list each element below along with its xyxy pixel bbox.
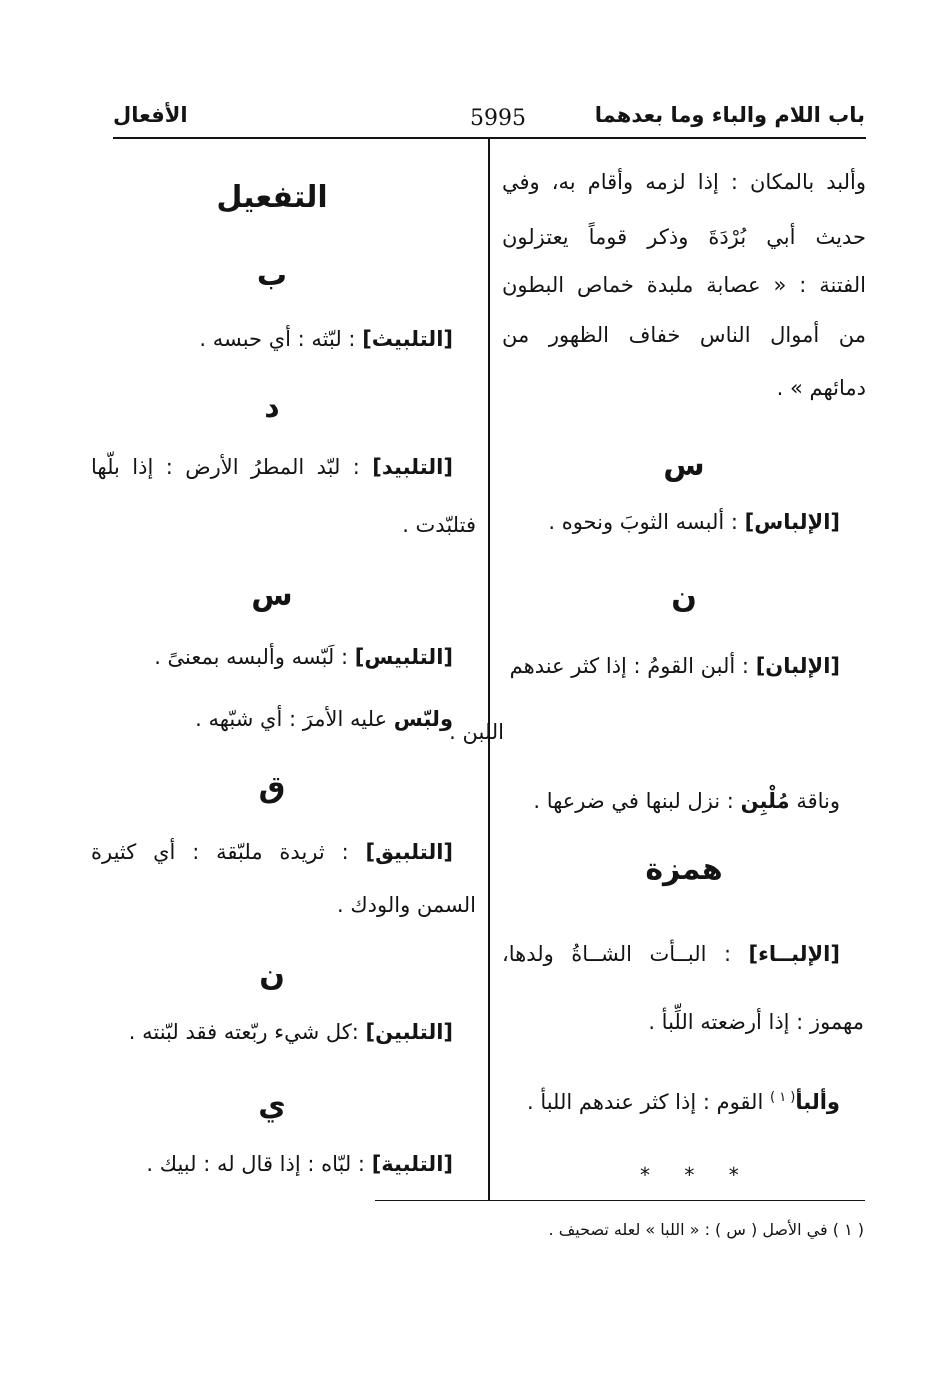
entry-term: [التلبيد] <box>372 455 453 479</box>
entry-talbid <box>91 455 453 479</box>
entry-definition: : نزل لبنها في ضرعها . <box>533 789 734 813</box>
entry-continuation: اللبن . <box>449 720 504 744</box>
entry-talbiya <box>146 1152 453 1176</box>
entry-definition: :كل شيء ربّعته فقد لبّنته . <box>128 1020 359 1044</box>
entry-definition: : لبّاه : إذا قال له : لبيك . <box>146 1152 365 1176</box>
entry-term: [الإلباس] <box>744 510 840 534</box>
entry-ilban <box>510 654 840 678</box>
letter-heading-nun: ن <box>671 580 697 615</box>
footnote: ( ١ ) في الأصل ( س ) : « اللبا » لعله تصحيف . <box>548 1220 864 1239</box>
entry-definition: : البــأت الشــاةُ ولدها، <box>502 942 732 966</box>
entry-continuation: فتلبّدت . <box>402 513 476 537</box>
entry-line: من أموال الناس خفاف الظهور من <box>502 323 866 347</box>
column-divider <box>488 138 490 1200</box>
entry-line: حديث أبي بُرْدَةَ وذكر قوماً يعتزلون <box>502 225 866 249</box>
entry-definition: القوم : إذا كثر عندهم اللبأ . <box>526 1090 764 1114</box>
section-end-stars: * * * <box>640 1163 753 1187</box>
entry-term: ولبّس <box>393 707 453 731</box>
entry-definition: : لَبّسه وألبسه بمعنىً . <box>154 645 349 669</box>
entry-ilba <box>502 942 840 966</box>
entry-term: وألبأ <box>795 1090 840 1114</box>
letter-heading-ya: ي <box>258 1088 286 1123</box>
entry-talbiq <box>91 840 453 864</box>
letter-heading-dal: د <box>264 390 280 425</box>
letter-heading-seen: س <box>251 578 293 613</box>
footnote-rule <box>375 1200 865 1201</box>
entry-line: دمائهم » . <box>776 376 866 400</box>
entry-definition: : ألبن القومُ : إذا كثر عندهم <box>509 654 749 678</box>
entry-definition: : لبّد المطرُ الأرض : إذا بلّها <box>91 455 360 479</box>
letter-heading-nun: ن <box>259 958 285 993</box>
entry-continuation: السمن والودك . <box>336 893 476 917</box>
entry-term: [التلبين] <box>365 1020 453 1044</box>
entry-definition: : ثريدة ملبّقة : أي كثيرة <box>91 840 349 864</box>
letter-heading-seen: س <box>663 448 705 483</box>
entry-term: [التلبية] <box>371 1152 453 1176</box>
entry-definition: : ألبسه الثوبَ ونحوه . <box>548 510 738 534</box>
entry-continuation: مهموز : إذا أرضعته اللِّبأ . <box>648 1010 864 1034</box>
entry-definition: : لبّثه : أي حبسه . <box>199 327 356 351</box>
entry-line: وألبد بالمكان : إذا لزمه وأقام به، وفي <box>502 170 866 194</box>
entry-talbith <box>199 327 453 351</box>
footnote-marker: ( ١ ) <box>769 1090 796 1105</box>
entry-term: [التلبيق] <box>365 840 453 864</box>
entry-term: [التلبيس] <box>354 645 453 669</box>
entry-mulbin <box>533 789 840 813</box>
entry-albaa <box>527 1090 840 1114</box>
entry-term: [الإلبــاء] <box>748 942 840 966</box>
entry-talbis-line2 <box>195 707 453 731</box>
entry-talbin <box>129 1020 453 1044</box>
section-heading-taf3il: التفعيل <box>216 180 328 215</box>
letter-heading-ba: ب <box>256 258 288 293</box>
entry-definition: عليه الأمرَ : أي شبّهه . <box>195 707 388 731</box>
letter-heading-qaf: ق <box>258 770 286 805</box>
entry-line: الفتنة : « عصابة ملبدة خماص البطون <box>502 273 866 297</box>
chapter-title: باب اللام والباء وما بعدهما <box>594 103 865 127</box>
entry-talbis <box>154 645 453 669</box>
entry-term: [الإلبان] <box>755 654 840 678</box>
entry-term: مُلْبِن <box>740 789 790 813</box>
entry-ilbas <box>548 510 840 534</box>
entry-prefix: وناقة <box>796 789 840 813</box>
page-number: 5995 <box>470 106 526 131</box>
entry-term: [التلبيث] <box>362 327 453 351</box>
letter-heading-hamza: همزة <box>645 852 723 887</box>
section-title: الأفعال <box>113 103 188 127</box>
